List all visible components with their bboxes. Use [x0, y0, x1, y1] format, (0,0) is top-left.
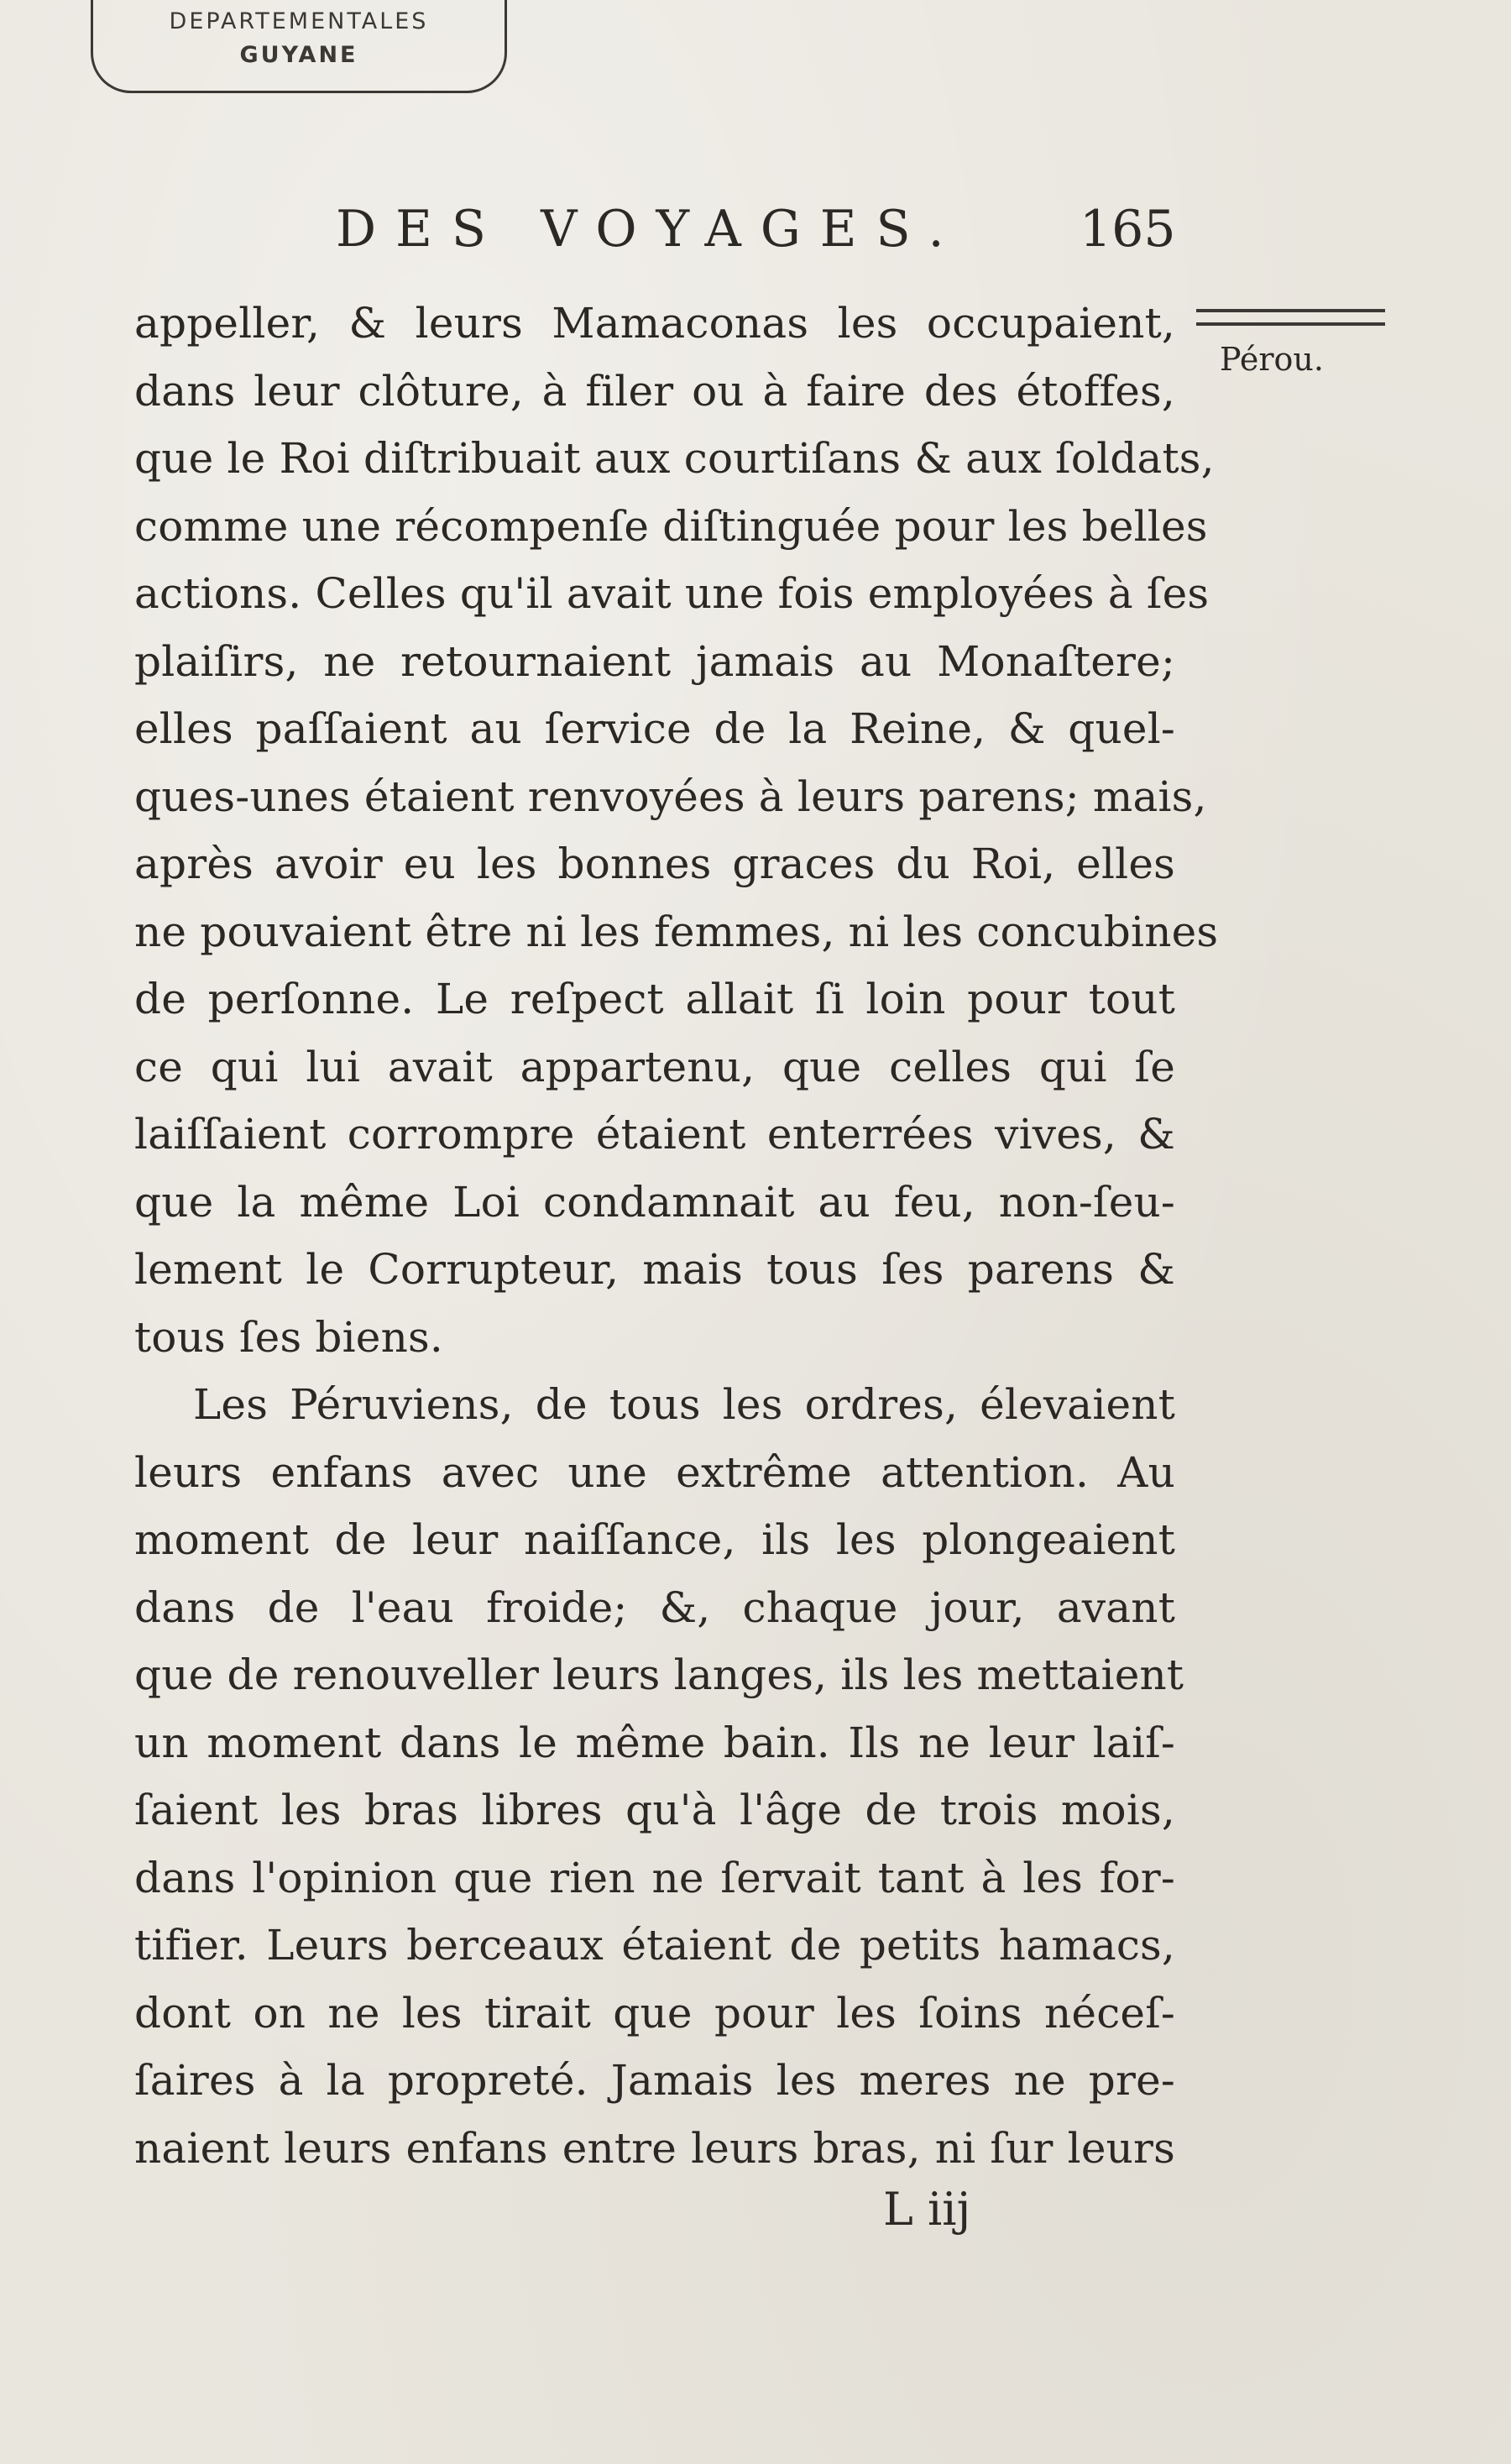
- stamp-line-2: GUYANE: [239, 42, 358, 68]
- text-line: dans leur clôture, à filer ou à faire des étoffes,: [134, 366, 1175, 416]
- signature-mark: L iij: [883, 2183, 971, 2236]
- margin-note: Pérou.: [1220, 341, 1324, 378]
- text-line: ne pouvaient être ni les femmes, ni les concubines: [134, 907, 1219, 956]
- text-line: après avoir eu les bonnes graces du Roi, elles: [134, 840, 1175, 888]
- body-text: [134, 290, 1219, 2182]
- text-line: que le Roi diſtribuait aux courtiſans & aux ſoldats,: [134, 434, 1215, 483]
- text-line: moment de leur naiſſance, ils les plongeaient: [134, 1515, 1175, 1564]
- text-line: ſaires à la propreté. Jamais les meres ne pre-: [134, 2056, 1175, 2105]
- text-line: appeller, & leurs Mamaconas les occupaient,: [134, 299, 1175, 348]
- text-line: ques-unes étaient renvoyées à leurs parens; mais,: [134, 772, 1207, 821]
- library-stamp: [91, 0, 507, 93]
- text-line: elles paſſaient au ſervice de la Reine, & quel-: [134, 704, 1175, 753]
- text-line: leurs enfans avec une extrême attention. Au: [134, 1447, 1175, 1497]
- text-line: plaiſirs, ne retournaient jamais au Monaſtere;: [134, 636, 1175, 686]
- text-line: naient leurs enfans entre leurs bras, ni ſur leurs: [134, 2123, 1175, 2173]
- text-line: dont on ne les tirait que pour les ſoins néceſ-: [134, 1988, 1175, 2038]
- text-line: tous ſes biens.: [134, 1312, 443, 1362]
- text-line: que de renouveller leurs langes, ils les mettaient: [134, 1651, 1184, 1699]
- page-number: 165: [1080, 200, 1176, 259]
- text-line: dans de l'eau froide; &, chaque jour, avant: [134, 1583, 1175, 1632]
- margin-rule: [1196, 309, 1385, 326]
- text-line: laiſſaient corrompre étaient enterrées vives, &: [134, 1110, 1175, 1159]
- stamp-line-1: DEPARTEMENTALES: [169, 8, 429, 34]
- text-line: Les Péruviens, de tous les ordres, élevaient: [193, 1380, 1175, 1429]
- text-line: un moment dans le même bain. Ils ne leur laiſ-: [134, 1718, 1175, 1767]
- text-line: dans l'opinion que rien ne ſervait tant à les for-: [134, 1853, 1175, 1902]
- text-line: ſaient les bras libres qu'à l'âge de trois mois,: [134, 1786, 1175, 1834]
- text-line: de perſonne. Le reſpect allait ſi loin pour tout: [134, 975, 1175, 1023]
- text-line: tifier. Leurs berceaux étaient de petits hamacs,: [134, 1921, 1175, 1970]
- running-title: DES VOYAGES.: [336, 200, 964, 259]
- text-line: actions. Celles qu'il avait une fois employées à ſes: [134, 569, 1210, 618]
- text-line: comme une récompenſe diſtinguée pour les belles: [134, 501, 1208, 551]
- text-line: ce qui lui avait appartenu, que celles qui ſe: [134, 1042, 1175, 1091]
- text-line: lement le Corrupteur, mais tous ſes parens &: [134, 1245, 1175, 1294]
- text-line: que la même Loi condamnait au feu, non-ſeu-: [134, 1177, 1175, 1227]
